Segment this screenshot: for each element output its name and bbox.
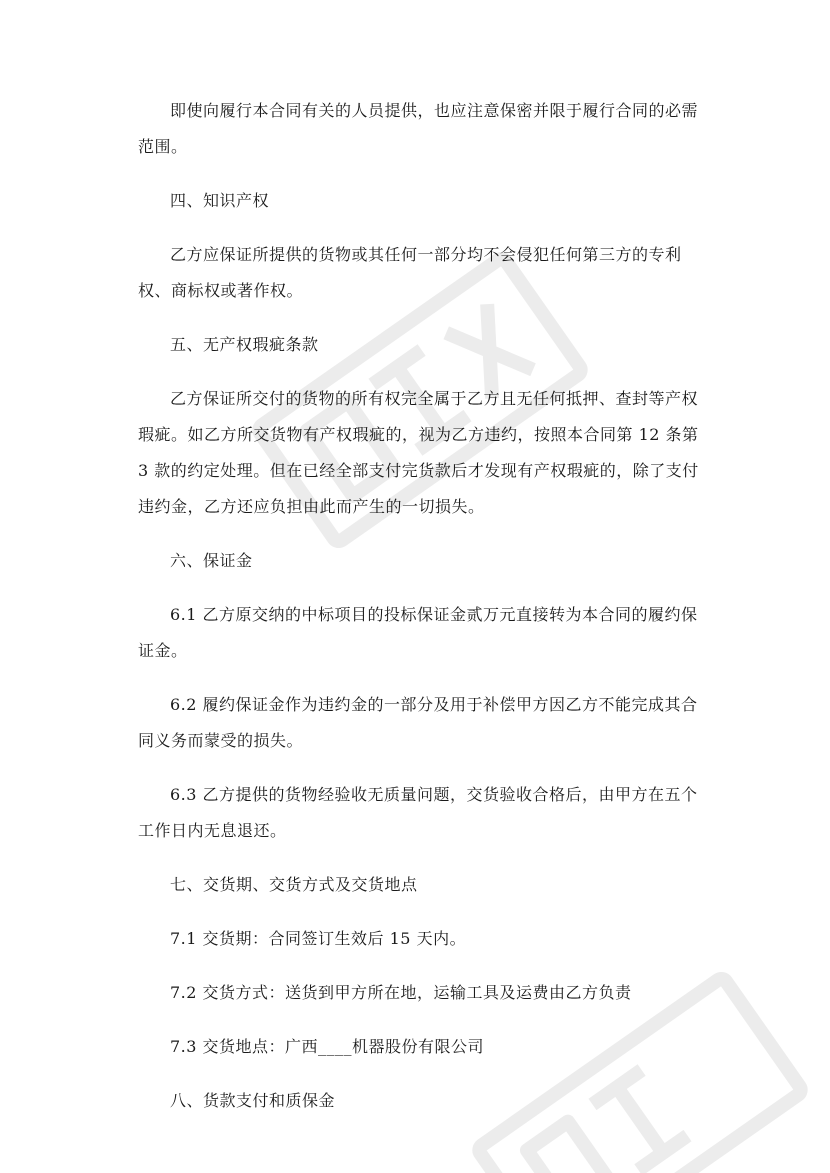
heading-section-6: 六、保证金 xyxy=(170,551,253,570)
heading-section-5: 五、无产权瑕疵条款 xyxy=(170,335,319,354)
paragraph-6-1: 6.1 乙方原交纳的中标项目的投标保证金贰万元直接转为本合同的履约保证金。 xyxy=(138,605,698,660)
paragraph-7-2: 7.2 交货方式：送货到甲方所在地，运输工具及运费由乙方负责 xyxy=(170,983,632,1002)
paragraph-7-1: 7.1 交货期：合同签订生效后 15 天内。 xyxy=(170,929,467,948)
paragraph-ip: 乙方应保证所提供的货物或其任何一部分均不会侵犯任何第三方的专利权、商标权或著作权。 xyxy=(138,245,682,300)
paragraph-6-2: 6.2 履约保证金作为违约金的一部分及用于补偿甲方因乙方不能完成其合同义务而蒙受的损失。 xyxy=(138,695,698,750)
heading-section-4: 四、知识产权 xyxy=(170,191,270,210)
heading-section-7: 七、交货期、交货方式及交货地点 xyxy=(170,875,418,894)
paragraph-confidentiality-cont: 即使向履行本合同有关的人员提供，也应注意保密并限于履行合同的必需范围。 xyxy=(138,101,699,156)
paragraph-7-3: 7.3 交货地点：广西____机器股份有限公司 xyxy=(170,1037,485,1056)
paragraph-6-3: 6.3 乙方提供的货物经验收无质量问题，交货验收合格后，由甲方在五个工作日内无息退还。 xyxy=(138,785,698,840)
document-body xyxy=(138,93,713,1137)
heading-section-8: 八、货款支付和质保金 xyxy=(170,1091,336,1110)
paragraph-title-defect: 乙方保证所交付的货物的所有权完全属于乙方且无任何抵押、查封等产权瑕疵。如乙方所交货物有产权瑕疵的，视为乙方违约，按照本合同第 12 条第 3 款的约定处理。但在已经全部支付完货款后才发现有产权瑕疵的，除了支付违约金，乙方还应负担由此而产生的一切损失。 xyxy=(138,389,699,516)
